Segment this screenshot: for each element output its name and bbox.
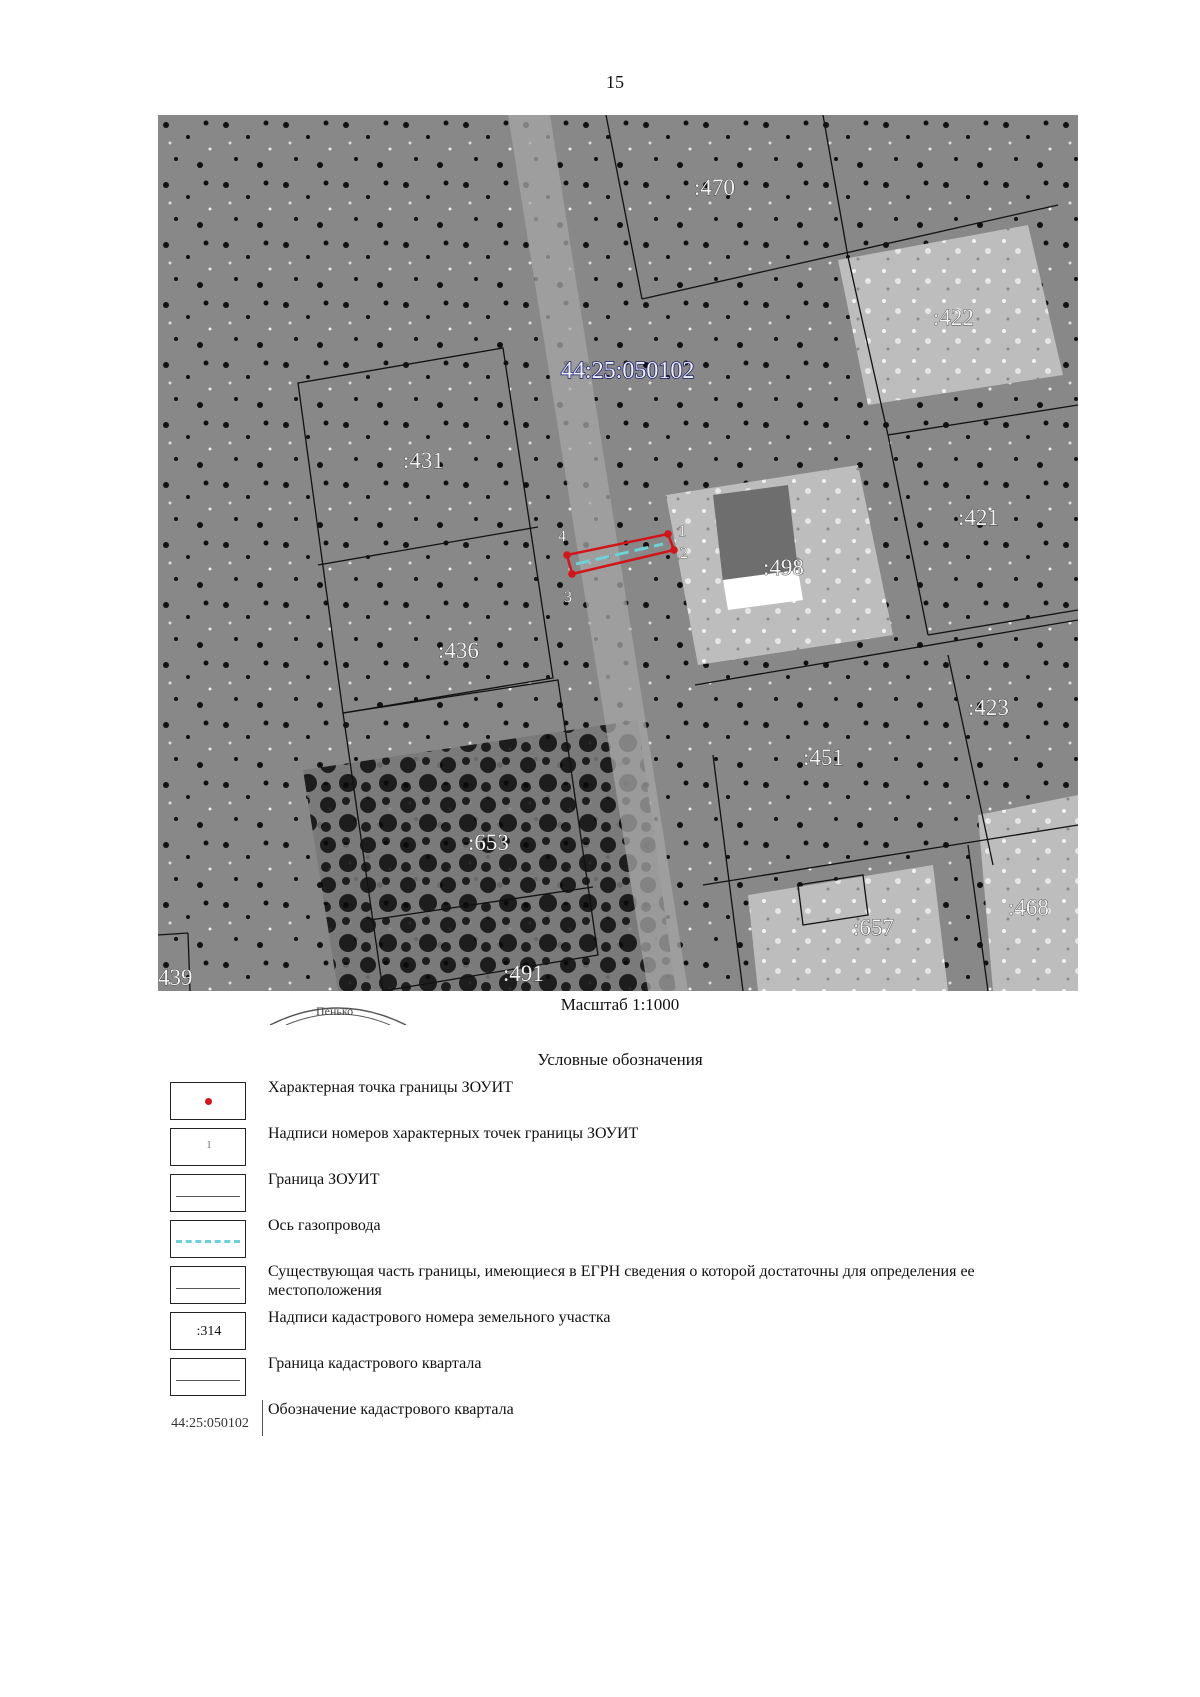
- legend-text: Характерная точка границы ЗОУИТ: [268, 1079, 513, 1096]
- boundary-point-3: [568, 570, 576, 578]
- legend-text: Ось газопровода: [268, 1217, 381, 1234]
- legend-text: Граница кадастрового квартала: [268, 1355, 482, 1372]
- line-icon: [176, 1288, 240, 1289]
- parcel-label: :657: [853, 915, 894, 940]
- point-label-1: 1: [678, 523, 686, 540]
- map-canvas: [158, 115, 1078, 991]
- legend-text: Обозначение кадастрового квартала: [268, 1401, 514, 1418]
- parcel-label: :468: [1008, 895, 1049, 920]
- boundary-point-4: [563, 551, 571, 559]
- legend-symbol-quarter-boundary: [170, 1358, 246, 1396]
- parcel-label: :436: [438, 638, 479, 663]
- parcel-label: :422: [933, 305, 974, 330]
- legend-symbol-point: [170, 1082, 246, 1120]
- map-scale: Масштаб 1:1000: [560, 995, 680, 1014]
- seal-stamp: [268, 995, 408, 1025]
- legend-symbol-point-number: 1: [170, 1128, 246, 1166]
- parcel-label: :470: [694, 175, 735, 200]
- parcel-label: :653: [468, 830, 509, 855]
- boundary-point-2: [670, 546, 678, 554]
- legend-symbol-quarter-code: 44:25:050102: [158, 1400, 263, 1436]
- cadastral-quarter-label: 44:25:050102: [561, 358, 695, 384]
- legend-text: Существующая часть границы, имеющиеся в ЕГРН сведения о которой достаточны для определения ее местоположения: [268, 1263, 975, 1299]
- parcel-label: :423: [968, 695, 1009, 720]
- red-dot-icon: [205, 1098, 212, 1105]
- legend-text: Надписи номеров характерных точек границы ЗОУИТ: [268, 1125, 639, 1142]
- parcel-label: :491: [503, 961, 544, 986]
- parcel-label: :421: [958, 505, 999, 530]
- svg-text:Пенько: Пенько: [316, 1004, 354, 1018]
- line-icon: [176, 1380, 240, 1381]
- legend-title: Условные обозначения: [537, 1050, 703, 1069]
- legend-text: Граница ЗОУИТ: [268, 1171, 380, 1188]
- cadastral-map[interactable]: [158, 115, 1078, 991]
- line-icon: [176, 1196, 240, 1197]
- dashed-line-icon: [176, 1240, 240, 1243]
- parcel-label: :498: [763, 555, 804, 580]
- point-label-2: 2: [680, 545, 688, 562]
- point-label-4: 4: [558, 528, 566, 545]
- legend-symbol-existing-boundary: [170, 1266, 246, 1304]
- page-number: 15: [606, 72, 624, 92]
- legend-text: Надписи кадастрового номера земельного участка: [268, 1309, 611, 1326]
- legend-symbol-gas-axis: [170, 1220, 246, 1258]
- boundary-point-1: [664, 530, 672, 538]
- legend-symbol-zouit-line: [170, 1174, 246, 1212]
- parcel-label: :451: [803, 745, 844, 770]
- parcel-label: 439: [158, 965, 193, 990]
- legend-symbol-parcel-number: :314: [170, 1312, 246, 1350]
- point-label-3: 3: [564, 589, 572, 606]
- parcel-label: :431: [403, 448, 444, 473]
